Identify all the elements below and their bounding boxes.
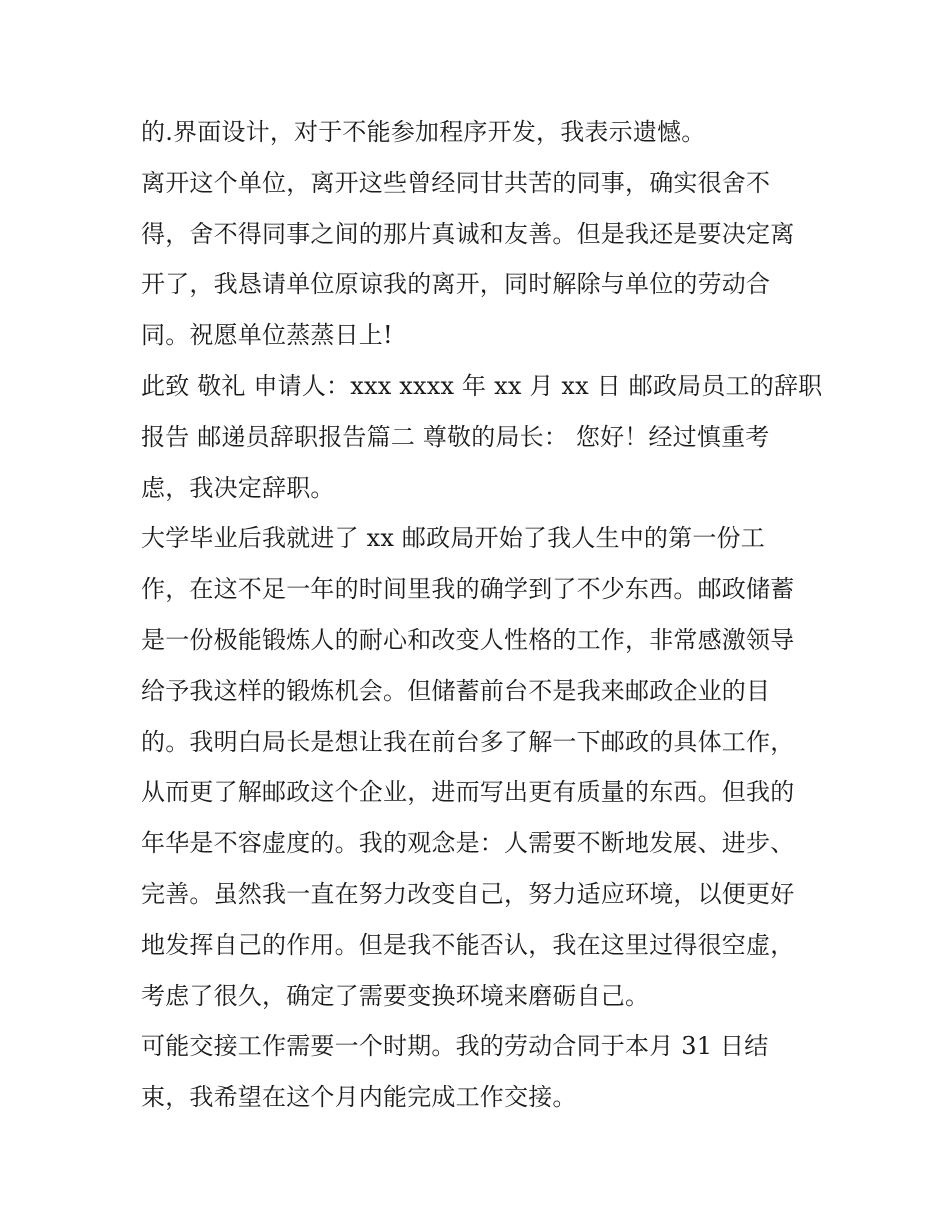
document-body [141,107,821,1123]
text-line: 的。我明白局长是想让我在前台多了解一下邮政的具体工作， [141,727,795,756]
text-line: 考虑了很久，确定了需要变换环境来磨砺自己。 [141,981,650,1010]
text-line: 报告 邮递员辞职报告篇二 尊敬的局长： 您好！经过慎重考 [141,422,770,451]
text-line: 的.界面设计，对于不能参加程序开发，我表示遗憾。 [141,118,706,146]
text-line: 得，舍不得同事之间的那片真诚和友善。但是我还是要决定离 [141,219,795,248]
text-line: 完善。虽然我一直在努力改变自己，努力适应环境，以便更好 [141,879,795,908]
text-line: 可能交接工作需要一个时期。我的劳动合同于本月 31 日结 [141,1032,769,1061]
text-line: 是一份极能锻炼人的耐心和改变人性格的工作，非常感激领导 [141,625,795,654]
text-line: 给予我这样的锻炼机会。但储蓄前台不是我来邮政企业的目 [141,676,771,705]
text-line: 地发挥自己的作用。但是我不能否认，我在这里过得很空虚， [141,930,795,959]
text-line: 此致 敬礼 申请人：xxx xxxx 年 xx 月 xx 日 邮政局员工的辞职 [141,371,823,400]
text-line: 束，我希望在这个月内能完成工作交接。 [141,1083,577,1112]
text-line: 虑，我决定辞职。 [141,473,335,502]
text-line: 离开这个单位，离开这些曾经同甘共苦的同事，确实很舍不 [141,168,771,197]
text-line: 开了，我恳请单位原谅我的离开，同时解除与单位的劳动合 [141,270,771,299]
text-line: 年华是不容虚度的。我的观念是：人需要不断地发展、进步、 [141,829,795,858]
text-line: 作，在这不足一年的时间里我的确学到了不少东西。邮政储蓄 [141,575,795,604]
text-line: 从而更了解邮政这个企业，进而写出更有质量的东西。但我的 [141,778,795,807]
text-line: 大学毕业后我就进了 xx 邮政局开始了我人生中的第一份工 [141,524,765,553]
text-line: 同。祝愿单位蒸蒸日上! [141,321,393,350]
